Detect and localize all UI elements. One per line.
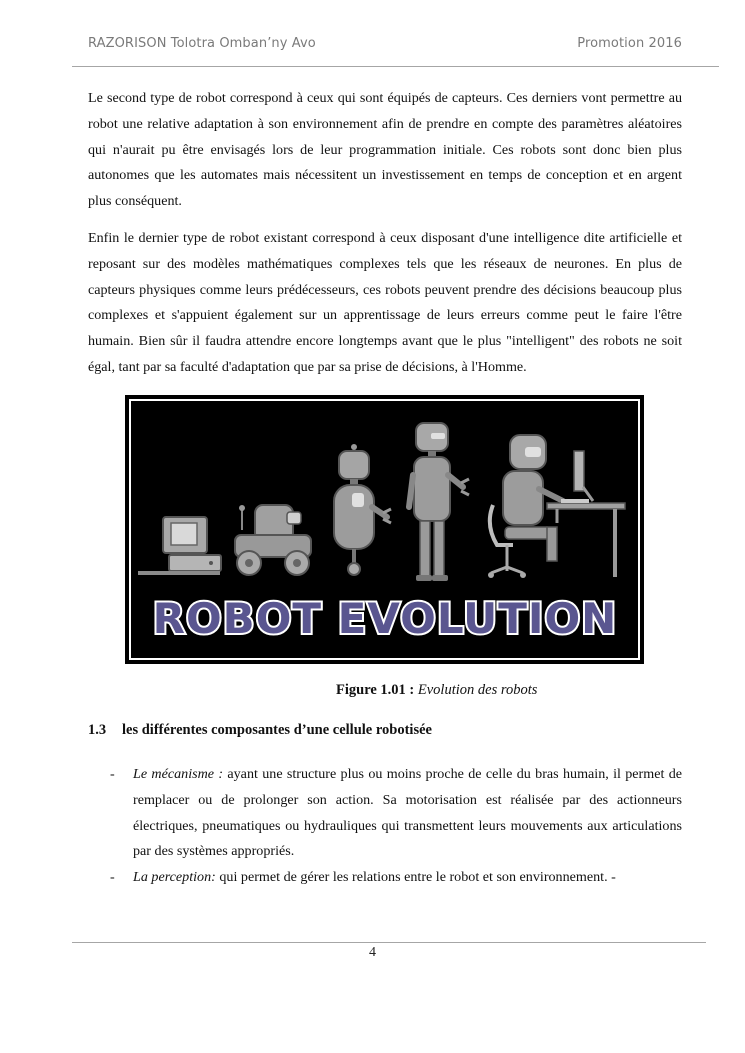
section-title: les différentes composantes d’une cellule robotisée bbox=[122, 722, 432, 738]
figure-title-text: ROBOT EVOLUTION bbox=[152, 594, 618, 643]
figure-caption-title: Evolution des robots bbox=[417, 682, 538, 698]
list-item-text: qui permet de gérer les relations entre le robot et son environnement. - bbox=[215, 869, 616, 886]
robot-evolution-illustration bbox=[125, 395, 644, 664]
section-number: 1.3 bbox=[88, 722, 107, 738]
paragraph-2-container bbox=[88, 226, 682, 381]
figure-caption-number: Figure 1.01 : bbox=[336, 682, 415, 698]
section-heading bbox=[88, 722, 432, 739]
footer-rule bbox=[72, 942, 706, 943]
header-promotion: Promotion 2016 bbox=[577, 36, 682, 51]
page-header bbox=[88, 36, 682, 54]
paragraph-2: Enfin le dernier type de robot existant correspond à ceux disposant d'une intelligence dite artificielle et reposant sur des modèles mathématiques complexes tels que les réseaux de neurones. En plus de capteurs physiques comme leurs prédécesseurs, ces robots peuvent prendre des décisions beaucoup plus complexes et s'appuient également sur un apprentissage de leurs erreurs comme peut le faire l'être humain. Bien sûr il faudra attendre encore longtemps avant que le plus "intelligent" des robots ne soit égal, tant par sa faculté d'adaptation que par sa prise de décisions, à l'Homme. bbox=[88, 230, 682, 375]
header-author: RAZORISON Tolotra Omban’ny Avo bbox=[88, 36, 316, 51]
page-number: 4 bbox=[369, 945, 376, 960]
paragraph-1-container bbox=[88, 86, 682, 215]
paragraph-1: Le second type de robot correspond à ceux qui sont équipés de capteurs. Ces derniers vont permettre au robot une relative adaptation à son environnement afin de prendre en compte des paramètres aléatoires qui n'aurait pu être envisagés lors de leur programmation initiale. Ces robots sont donc bien plus autonomes que les automates mais nécessitent un investissement en temps de conception et en argent plus conséquent. bbox=[88, 90, 682, 210]
list-item bbox=[88, 865, 682, 891]
list-item-text: ayant une structure plus ou moins proche de celle du bras humain, il permet de remplacer ou de prolonger son action. Sa motorisation est réalisée par des actionneurs électriques, pneumatiques ou hydrauliques qui transmettent leurs mouvements aux articulations par des systèmes appropriés. bbox=[133, 766, 682, 860]
list-item-term: Le mécanisme : bbox=[133, 766, 224, 782]
components-list bbox=[88, 762, 682, 891]
list-item bbox=[88, 762, 682, 865]
robot-evolution-figure bbox=[125, 395, 644, 664]
list-bullet: - bbox=[110, 869, 115, 886]
list-item-term: La perception: bbox=[133, 869, 216, 886]
figure-caption bbox=[336, 682, 537, 699]
header-rule bbox=[72, 66, 719, 67]
list-bullet: - bbox=[110, 766, 115, 782]
